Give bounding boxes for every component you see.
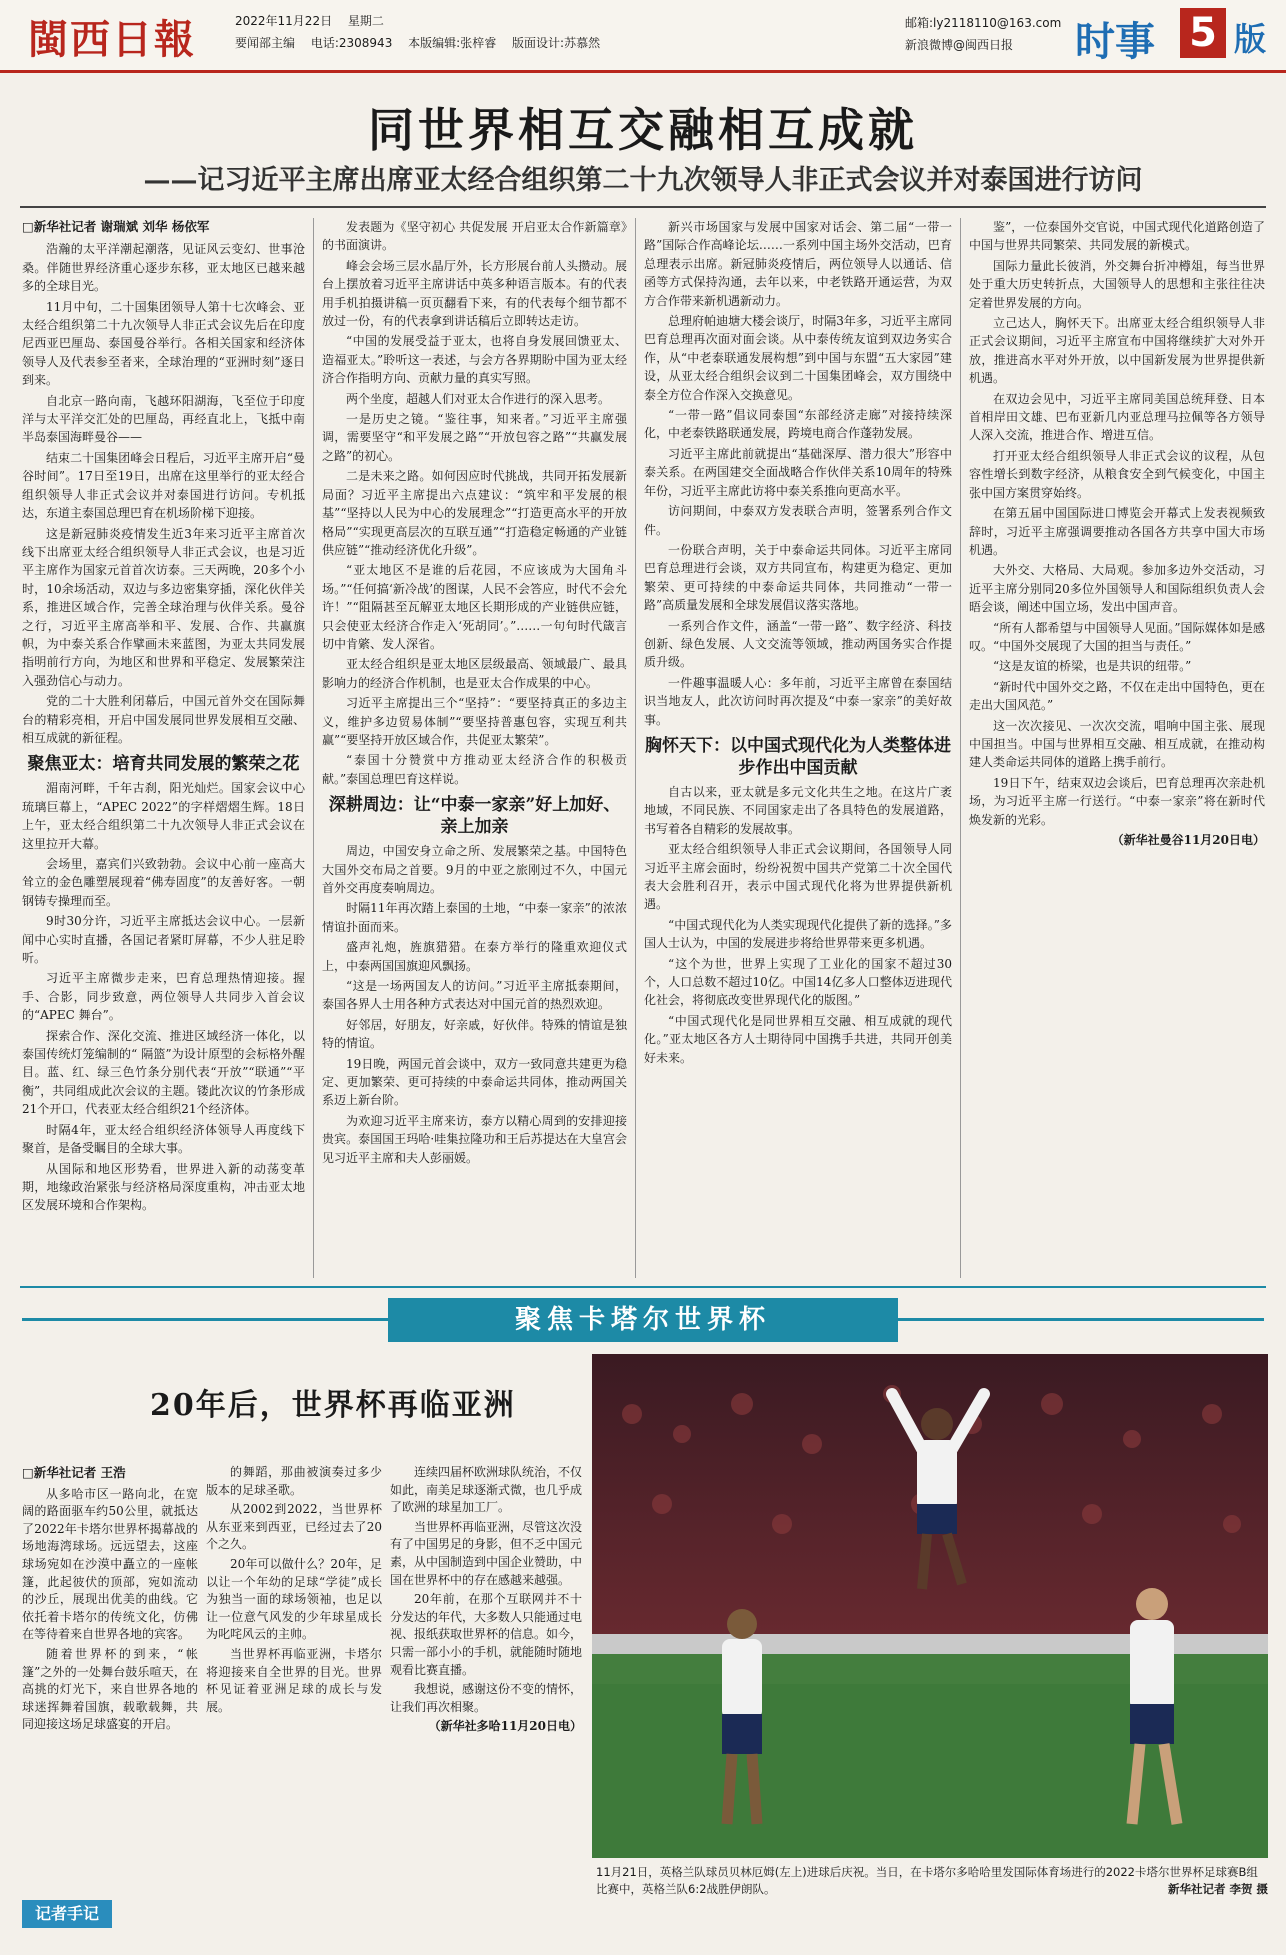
- paragraph: 时隔4年，亚太经合组织经济体领导人再度线下聚首，是备受瞩目的全球大事。: [22, 1122, 305, 1156]
- page-suffix: 版: [1234, 20, 1267, 58]
- article-subhead: ——记习近平主席出席亚太经合组织第二十九次领导人非正式会议并对泰国进行访问: [143, 165, 1143, 196]
- column-rule: [635, 218, 636, 1278]
- col1-text: [22, 240, 305, 747]
- worldcup-column-2: [206, 1464, 382, 1934]
- paragraph: 在第五届中国国际进口博览会开幕式上发表视频致辞时，习近平主席强调要推动各国各方共享中国大市场机遇。: [969, 506, 1265, 557]
- article-byline: □新华社记者 谢瑞斌 刘华 杨依军: [22, 219, 210, 234]
- paragraph: 一件趣事温暖人心：多年前，习近平主席曾在泰国结识当地友人，此次访问时再次提及“中泰一家亲”的美好故事。: [644, 675, 952, 727]
- paragraph: 总理府帕迪塘大楼会谈厅，时隔3年多，习近平主席同巴育总理再次面对面会谈。从中泰传统友谊到双边务实合作，从“中老泰联通发展构想”到中国与东盟“五大家园”建设，从亚太经合组织会议到二十国集团峰会，双方围绕中泰全方位合作深入交换意见。: [644, 314, 952, 402]
- paragraph: 习近平主席此前就提出“基础深厚、潜力很大”形容中泰关系。在两国建交全面战略合作伙伴关系10周年的特殊年份，习近平主席此访将中泰关系推向更高水平。: [644, 446, 952, 498]
- paragraph: 随着世界杯的到来，“帐篷”之外的一处舞台鼓乐喧天，在高挑的灯光下，来自世界各地的球迷挥舞着国旗，载歌载舞，共同迎接这场足球盛宴的开启。: [22, 1646, 198, 1732]
- worldcup-title: 20年后，世界杯再临亚洲: [150, 1388, 516, 1423]
- page-number: 5: [1180, 8, 1226, 58]
- col3-text: [644, 218, 952, 729]
- paragraph: 的舞蹈，那曲被演奏过多少版本的足球圣歌。: [206, 1465, 382, 1497]
- duty-editor: 本版编辑:张梓睿: [408, 36, 497, 50]
- paragraph: 探索合作、深化交流、推进区域经济一体化，以泰国传统灯笼编制的“ 隔篮”为设计原型的会标格外醒目。蓝、红、绿三色竹条分别代表“开放”“联通”“平衡”，共同组成此次会议的主题。镂此次议的竹条形成21个开口，代表亚太经合组织21个经济体。: [22, 1028, 305, 1117]
- photo-caption: [596, 1864, 1268, 1898]
- paragraph: 峰会会场三层水晶厅外，长方形展台前人头攒动。展台上摆放着习近平主席讲话中英多种语言版本。有的代表用手机拍摄讲稿一页页翻看下来，有的代表每个细节都不放过一份，有的代表拿到讲话稿后立即转达走访。: [322, 258, 627, 329]
- paragraph: 从2002到2022，当世界杯从东亚来到西亚，已经过去了20个之久。: [206, 1502, 382, 1552]
- paragraph: 在双边会见中，习近平主席同美国总统拜登、日本首相岸田文雄、巴布亚新几内亚总理马拉佩等各方领导人深入交流，推进合作、增进互信。: [969, 391, 1265, 443]
- section-label: 时事: [1075, 19, 1155, 65]
- wc-col1-text: [22, 1486, 198, 1734]
- worldcup-column-1: [22, 1464, 198, 1934]
- paragraph: 好邻居，好朋友，好亲戚，好伙伴。特殊的情谊是独特的情谊。: [322, 1017, 627, 1051]
- article-column-2: [322, 218, 627, 1278]
- wc-col3-text: [390, 1464, 582, 1716]
- paragraph: 周边，中国安身立命之所、发展繁荣之基。中国特色大国外交布局之首要。9月的中亚之旅刚过不久，中国元首外交再度奏响周边。: [322, 844, 627, 895]
- newspaper-logo: 閩西日報: [28, 16, 196, 63]
- wc-col2-text: [206, 1464, 382, 1716]
- article-column-3: [644, 218, 952, 1278]
- paragraph: 会场里，嘉宾们兴致勃勃。会议中心前一座高大耸立的金色雕塑展现着“佛寿固度”的友善好客。一朝钢铸专操理而至。: [22, 857, 305, 908]
- paragraph: 19日晚，两国元首会谈中，双方一致同意共建更为稳定、更加繁荣、更可持续的中泰命运共同体，推动两国关系迈上新台阶。: [322, 1056, 627, 1108]
- article-headline: 同世界相互交融相互成就: [368, 103, 918, 157]
- match-photo: [592, 1354, 1268, 1858]
- paragraph: “这个为世，世界上实现了工业化的国家不超过30个，人口总数不超过10亿。中国14亿多人口整体迈进现代化社会，将彻底改变世界现代化的版图。”: [644, 956, 952, 1008]
- paragraph: 亚太经合组织是亚太地区层级最高、领域最广、最具影响力的经济合作机制，也是亚太合作成果的中心。: [322, 657, 627, 690]
- paragraph: 我想说，感谢这份不变的情怀，让我们再次相聚。: [390, 1682, 582, 1714]
- paragraph: 结束二十国集团峰会日程后，习近平主席开启“曼谷时间”。17日至19日，出席在这里举行的亚太经合组织领导人非正式会议并对泰国进行访问。专机抵达，东道主泰国总理巴育在机场阶梯下迎接。: [22, 450, 305, 521]
- column-rule: [313, 218, 314, 1278]
- paragraph: 浩瀚的太平洋潮起潮落，见证风云变幻、世事沧桑。伴随世界经济重心逐步东移，亚太地区已越来越多的全球目光。: [22, 242, 305, 294]
- paragraph: “所有人都希望与中国领导人见面。”国际媒体如是感叹。“中国外交展现了大国的担当与责任。”: [969, 620, 1265, 653]
- worldcup-end-note: （新华社多哈11月20日电）: [428, 1719, 582, 1734]
- designer: 版面设计:苏慕然: [512, 36, 601, 50]
- photo-caption-text: 11月21日，英格兰队球员贝林厄姆(左上)进球后庆祝。当日，在卡塔尔多哈哈里发国际体育场进行的2022卡塔尔世界杯足球赛B组比赛中，英格兰队6:2战胜伊朗队。: [596, 1865, 1258, 1896]
- col3b-text: [644, 783, 952, 1067]
- paragraph: 9时30分许，习近平主席抵达会议中心。一层新闻中心实时直播，各国记者紧盯屏幕，不少人驻足聆听。: [22, 914, 305, 966]
- issue-date: 2022年11月22日: [235, 14, 333, 28]
- editor-dept: 要闻部主编: [235, 36, 296, 50]
- paragraph: 习近平主席提出三个“坚持”：“要坚持真正的多边主义，维护多边贸易体制”“要坚持普惠包容，实现互利共赢”“要坚持开放区域合作，共促亚太繁荣”。: [322, 696, 627, 747]
- section-title-2: 深耕周边：让“中泰一家亲”好上加好、亲上加亲: [328, 795, 621, 838]
- article-column-1: [22, 218, 305, 1278]
- section-title-3: 胸怀天下：以中国式现代化为人类整体进步作出中国贡献: [645, 735, 951, 778]
- issue-weekday: 星期二: [347, 14, 384, 28]
- contact-email: 邮箱:ly2118110@163.com: [905, 16, 1062, 30]
- editor-phone: 电话:2308943: [310, 36, 393, 50]
- article-column-4: [969, 218, 1265, 1278]
- paragraph: 新兴市场国家与发展中国家对话会、第二届“一带一路”国际合作高峰论坛……一系列中国主场外交活动，巴育总理表示出席。新冠肺炎疫情后，两位领导人以通话、信函等方式保持沟通，去年以来，中老铁路开通运营，为双方合作带来新机遇新动力。: [644, 220, 952, 308]
- paragraph: 为欢迎习近平主席来访，泰方以精心周到的安排迎接贵宾。泰国国王玛哈·哇集拉隆功和王后苏提达在大皇宫会见习近平主席和夫人彭丽媛。: [322, 1113, 627, 1165]
- column-rule: [960, 218, 961, 1278]
- paragraph: 湄南河畔，千年古刹，阳光灿烂。国家会议中心琉璃巨幕上，“APEC 2022”的字样熠熠生辉。18日上午，亚太经合组织第二十九次领导人非正式会议在这里拉开大幕。: [22, 781, 305, 851]
- worldcup-banner: 聚焦卡塔尔世界杯: [388, 1298, 898, 1342]
- worldcup-divider: [20, 1286, 1266, 1288]
- col4-text: [969, 218, 1265, 829]
- paragraph: 当世界杯再临亚洲，尽管这次没有了中国男足的身影，但不乏中国元素，从中国制造到中国企业赞助，中国在世界杯中的存在感越来越强。: [390, 1519, 582, 1587]
- paragraph: 立己达人，胸怀天下。出席亚太经合组织领导人非正式会议期间，习近平主席宣布中国将继续扩大对外开放，推进高水平对外开放，以中国新发展为世界提供新机遇。: [969, 316, 1265, 386]
- paragraph: 发表题为《坚守初心 共促发展 开启亚太合作新篇章》的书面演讲。: [322, 220, 627, 253]
- paragraph: 亚太经合组织领导人非正式会议期间，各国领导人同习近平主席会面时，纷纷祝贺中国共产党第二十次全国代表大会胜利召开，表示中国式现代化将为世界提供新机遇。: [644, 842, 952, 912]
- paragraph: 自古以来，亚太就是多元文化共生之地。在这片广袤地域，不同民族、不同国家走出了各具特色的发展道路，书写着各自精彩的发展故事。: [644, 784, 952, 836]
- paragraph: 一系列合作文件，涵盖“一带一路”、数字经济、科技创新、绿色发展、人文交流等领域，推动两国务实合作提质升级。: [644, 618, 952, 670]
- paragraph: “这是友谊的桥梁，也是共识的纽带。”: [993, 659, 1192, 674]
- paragraph: “新时代中国外交之路，不仅在走出中国特色，更在走出大国风范。”: [969, 679, 1265, 713]
- paragraph: 习近平主席微步走来，巴育总理热情迎接。握手、合影，同步致意，两位领导人共同步入首会议的“APEC 舞台”。: [22, 971, 305, 1023]
- contact-weibo: 新浪微博@闽西日报: [905, 38, 1014, 52]
- paragraph: 鉴”，一位泰国外交官说，中国式现代化道路创造了中国与世界共同繁荣、共同发展的新模式。: [969, 220, 1265, 253]
- col2-text: [322, 218, 627, 788]
- paragraph: “中国式现代化是同世界相互交融、相互成就的现代化。”亚太地区各方人士期待同中国携手共进，共同开创美好未来。: [644, 1013, 952, 1065]
- col1b-text: [22, 779, 305, 1214]
- paragraph: 从国际和地区形势看，世界进入新的动荡变革期，地缘政治紧张与经济格局深度重构，冲击亚太地区发展环境和合作架构。: [22, 1161, 305, 1213]
- paragraph: 打开亚太经合组织领导人非正式会议的议程，从包容性增长到数字经济，从粮食安全到气候变化，中国主张中国方案贯穿始终。: [969, 448, 1265, 500]
- paragraph: 连续四届杯欧洲球队统治，不仅如此，南美足球逐渐式微，也几乎成了欧洲的球星加工厂。: [390, 1465, 582, 1515]
- paragraph: 从多哈市区一路向北，在宽阔的路面驱车约50公里，就抵达了2022年卡塔尔世界杯揭幕战的场地海湾球场。远远望去，这座球场宛如在沙漠中矗立的一座帐篷，此起彼伏的顶部，宛如流动的沙丘，展现出优美的曲线。它依托着卡塔尔的传统文化，仿佛在等待着来自世界各地的宾客。: [22, 1486, 198, 1642]
- paragraph: 二是未来之路。如何因应时代挑战，共同开拓发展新局面？习近平主席提出六点建议：“筑牢和平发展的根基”“坚持以人民为中心的发展理念”“打造更高水平的开放格局”“实现更高层次的互联互通”“打造稳定畅通的产业链供应链”“推动经济优化升级”。: [322, 469, 627, 557]
- worldcup-byline: □新华社记者 王浩: [22, 1465, 126, 1480]
- paragraph: “这是一场两国友人的访问。”习近平主席抵泰期间，泰国各界人士用各种方式表达对中国元首的热烈欢迎。: [322, 979, 627, 1012]
- paragraph: “中国式现代化为人类实现现代化提供了新的选择。”多国人士认为，中国的发展进步将给世界带来更多机遇。: [644, 917, 952, 951]
- paragraph: “亚太地区不是谁的后花园，不应该成为大国角斗场。”“任何搞‘新冷战’的图谋，人民不会答应，时代不会允许！”“阻隔甚至瓦解亚太地区长期形成的产业链供应链，只会使亚太经济合作走入‘死胡同’。”……一句句时代箴言切中肯綮、发人深省。: [322, 563, 627, 651]
- paragraph: 国际力量此长彼消，外交舞台折冲樽俎，每当世界处于重大历史转折点，大国领导人的思想和主张往往决定着世界发展的方向。: [969, 258, 1265, 310]
- paragraph: “一带一路”倡议同泰国“东部经济走廊”对接持续深化，中老泰铁路联通发展，跨境电商合作蓬勃发展。: [644, 408, 952, 441]
- paragraph: “泰国十分赞赏中方推动亚太经济合作的积极贡献。”泰国总理巴育这样说。: [322, 753, 627, 786]
- paragraph: 时隔11年再次踏上泰国的土地，“中泰一家亲”的浓浓情谊扑面而来。: [322, 901, 627, 934]
- paragraph: 盛声礼炮，旌旗猎猎。在泰方举行的隆重欢迎仪式上，中泰两国国旗迎风飘扬。: [322, 940, 627, 973]
- match-photo-illustration: [592, 1354, 1268, 1858]
- reporter-notes-tag: 记者手记: [22, 1900, 112, 1928]
- paragraph: 两个坐度，超越人们对亚太合作进行的深入思考。: [346, 391, 611, 406]
- editor-info: [235, 34, 612, 51]
- paragraph: 11月中旬，二十国集团领导人第十七次峰会、亚太经合组织第二十九次领导人非正式会议先后在印度尼西亚巴厘岛、泰国曼谷举行。各相关国家和经济体领导人及代表参至者来，全球治理的“亚洲时刻”逐日到来。: [22, 299, 305, 388]
- worldcup-column-3: [390, 1464, 582, 1934]
- article-end-note: （新华社曼谷11月20日电）: [1111, 833, 1265, 847]
- paragraph: 一份联合声明，关于中泰命运共同体。习近平主席同巴育总理进行会谈，双方共同宣布，构建更为稳定、更加繁荣、更可持续的中泰命运共同体，共同推动“一带一路”高质量发展和全球发展倡议落实落地。: [644, 542, 952, 613]
- paragraph: 党的二十大胜利闭幕后，中国元首外交在国际舞台的精彩亮相，开启中国发展同世界发展相互交融、相互成就的新征程。: [22, 694, 305, 745]
- banner-rule-left: [22, 1318, 388, 1321]
- issue-info: [235, 12, 396, 29]
- paragraph: 一是历史之镜。“鉴往事，知来者。”习近平主席强调，需要坚守“和平发展之路”“开放包容之路”“共赢发展之路”的初心。: [322, 412, 627, 463]
- paragraph: 当世界杯再临亚洲，卡塔尔将迎接来自全世界的目光。世界杯见证着亚洲足球的成长与发展。: [206, 1646, 382, 1714]
- paragraph: 大外交、大格局、大局观。参加多边外交活动，习近平主席分别同20多位外国领导人和国际组织负责人会晤会谈，阐述中国立场，发出中国声音。: [969, 563, 1265, 615]
- paragraph: 访问期间，中泰双方发表联合声明，签署系列合作文件。: [644, 504, 952, 537]
- paragraph: 20年前，在那个互联网并不十分发达的年代，大多数人只能通过电视、报纸获取世界杯的信息。如今，只需一部小小的手机，就能随时随地观看比赛直播。: [390, 1592, 582, 1677]
- paragraph: 这是新冠肺炎疫情发生近3年来习近平主席首次线下出席亚太经合组织领导人非正式会议，也是习近平主席作为国家元首首次访泰。三天两晚，20多个小时，10余场活动，双边与多边密集穿插，深化伙伴关系，推进区域合作，完善全球治理与伙伴关系。曼谷之行，习近平主席高举和平、发展、合作、共赢旗帜，为中泰关系合作擘画未来蓝图，为亚太共同发展指明前行方向，为地区和世界和平稳定、发展繁荣注入强劲信心与动力。: [22, 526, 305, 688]
- divider: [20, 206, 1266, 208]
- paragraph: 20年可以做什么？20年，足以让一个年幼的足球“学徒”成长为独当一面的球场领袖，也足以让一位意气风发的少年球星成长为叱咤风云的主帅。: [206, 1556, 382, 1642]
- paragraph: 这一次次接见、一次次交流，唱响中国主张、展现中国担当。中国与世界相互交融、相互成就，在推动构建人类命运共同体的道路上携手前行。: [969, 718, 1265, 770]
- masthead: [0, 0, 1286, 73]
- paragraph: 19日下午，结束双边会谈后，巴育总理再次亲赴机场，为习近平主席一行送行。“中泰一家亲”将在新时代焕发新的光彩。: [969, 775, 1265, 827]
- photo-credit: 新华社记者 李贺 摄: [1167, 1882, 1268, 1896]
- paragraph: “中国的发展受益于亚太，也将自身发展回馈亚太、造福亚太。”聆听这一表述，与会方各界期盼中国为亚太经济合作指明方向、贡献力量的真实写照。: [322, 334, 627, 386]
- col2b-text: [322, 842, 627, 1167]
- banner-rule-right: [898, 1318, 1264, 1321]
- paragraph: 自北京一路向南，飞越环阳湖海，飞至位于印度洋与太平洋交汇处的巴厘岛，再经直北上，飞抵中南半岛泰国海畔曼谷——: [22, 393, 305, 445]
- section-title-1: 聚焦亚太：培育共同发展的繁荣之花: [27, 754, 300, 775]
